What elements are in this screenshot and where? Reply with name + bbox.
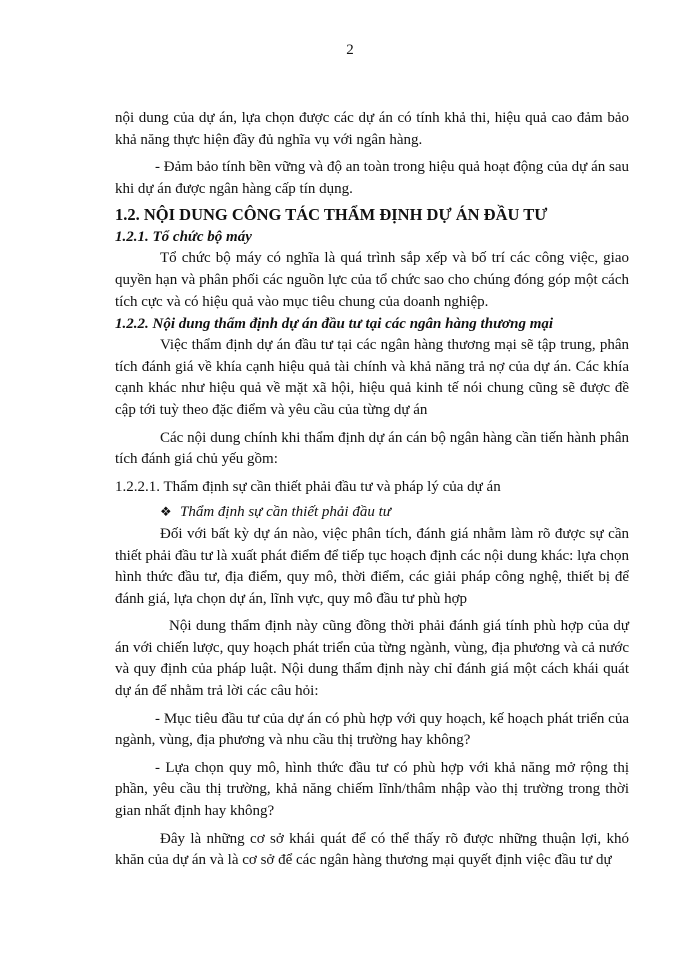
paragraph: Việc thẩm định dự án đầu tư tại các ngân hàng thương mại sẽ tập trung, phân tích đánh giá về khía cạnh hiệu quả tài chính và khả năng trả nợ của dự án. Các khía cạnh khác như hiệu quả về mặt xã hội, hiệu quả kinh tế nói chung cũng sẽ được đề cập tới tuỳ theo đặc điểm và yêu cầu của từng dự án — [115, 337, 629, 418]
paragraph: Đây là những cơ sở khái quát để có thể thấy rõ được những thuận lợi, khó khăn của dự án và là cơ sở để các ngân hàng thương mại quyết định việc đầu tư dự — [115, 830, 629, 869]
paragraph: Tổ chức bộ máy có nghĩa là quá trình sắp xếp và bố trí các công việc, giao quyền hạn và phân phối các nguồn lực của tổ chức sao cho chúng đóng góp một cách tích cực và có hiệu quả vào mục tiêu chung của doanh nghiệp. — [115, 250, 629, 310]
subsubsection-heading: 1.2.2.1. Thẩm định sự cần thiết phải đầu tư và pháp lý của dự án — [115, 478, 501, 495]
paragraph: Nội dung thẩm định này cũng đồng thời phải đánh giá tính phù hợp của dự án với chiến lược, quy hoạch phát triển của từng ngành, vùng, địa phương và cả nước và quy định của pháp luật. Nội dung thẩm định này chỉ đánh giá một cách khái quát dự án để nhằm trả lời các câu hỏi: — [115, 618, 629, 700]
diamond-bullet-icon: ❖ — [160, 504, 172, 520]
paragraph: - Đảm bảo tính bền vững và độ an toàn trong hiệu quả hoạt động của dự án sau khi dự án được ngân hàng cấp tín dụng. — [115, 159, 629, 197]
paragraph: nội dung của dự án, lựa chọn được các dự án có tính khả thi, hiệu quả cao đảm bảo khả năng thực hiện đầy đủ nghĩa vụ với ngân hàng. — [115, 110, 629, 148]
document-body — [115, 108, 629, 872]
subsection-heading: 1.2.2. Nội dung thẩm định dự án đầu tư tại các ngân hàng thương mại — [115, 316, 554, 333]
paragraph: - Mục tiêu đầu tư của dự án có phù hợp với quy hoạch, kế hoạch phát triển của ngành, vùng, địa phương và nhu cầu thị trường hay không? — [115, 710, 629, 749]
paragraph: - Lựa chọn quy mô, hình thức đầu tư có phù hợp với khả năng mở rộng thị phần, yêu cầu thị trường, khả năng chiếm lĩnh/thâm nhập vào thị trường trong thời gian nhất định hay không? — [115, 759, 629, 820]
section-heading: 1.2. NỘI DUNG CÔNG TÁC THẨM ĐỊNH DỰ ÁN ĐẦU TƯ — [115, 205, 548, 225]
paragraph: Các nội dung chính khi thẩm định dự án cán bộ ngân hàng cần tiến hành phân tích đánh giá chủ yếu gồm: — [115, 429, 629, 468]
bullet-label: Thẩm định sự cần thiết phải đầu tư — [180, 504, 391, 521]
subsection-heading: 1.2.1. Tổ chức bộ máy — [115, 229, 252, 246]
bullet-item — [115, 501, 629, 524]
paragraph: Đối với bất kỳ dự án nào, việc phân tích, đánh giá nhằm làm rõ được sự cần thiết phải đầu tư là xuất phát điểm để tiếp tục hoạch định các nội dung khác: lựa chọn hình thức đầu tư, địa điểm, quy mô, thời điểm, các giải pháp công nghệ, thiết bị để đánh giá, lựa chọn dự án, lĩnh vực, quy mô đầu tư phù hợp — [115, 525, 629, 607]
page-number: 2 — [346, 42, 354, 58]
